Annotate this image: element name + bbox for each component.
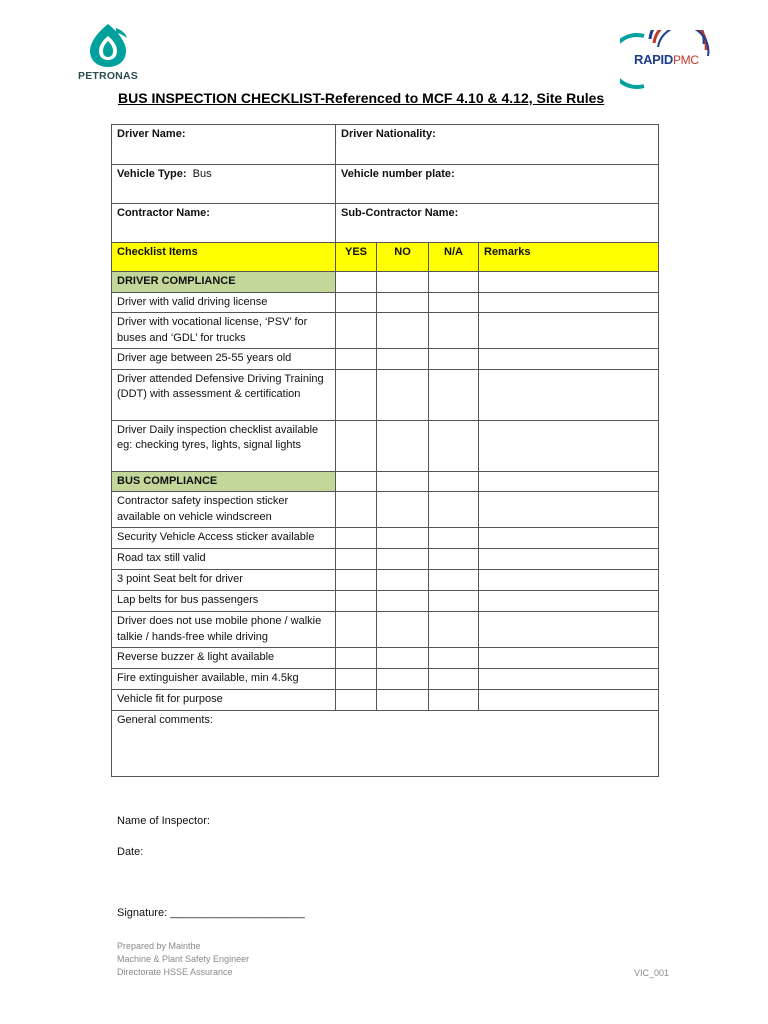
sub-contractor-name-field[interactable]: Sub-Contractor Name: (336, 204, 659, 243)
remarks-cell[interactable] (479, 689, 659, 710)
no-cell[interactable] (377, 668, 429, 689)
checklist-row (112, 668, 659, 689)
checklist-row (112, 549, 659, 570)
checklist-row (112, 591, 659, 612)
driver-items (112, 292, 659, 471)
checklist-row (112, 612, 659, 648)
no-cell[interactable] (377, 492, 429, 528)
inspector-name-label[interactable]: Name of Inspector: (117, 815, 210, 827)
checklist-item-label: Driver age between 25-55 years old (112, 349, 336, 370)
col-yes: YES (336, 243, 377, 272)
checklist-row (112, 570, 659, 591)
remarks-cell[interactable] (479, 591, 659, 612)
checklist-row (112, 689, 659, 710)
na-cell[interactable] (429, 420, 479, 471)
checklist-item-label: Reverse buzzer & light available (112, 648, 336, 669)
header-row-vehicle (112, 165, 659, 204)
contractor-name-field[interactable]: Contractor Name: (112, 204, 336, 243)
vehicle-type-value: Bus (192, 168, 212, 180)
header-row-driver (112, 125, 659, 165)
checklist-row (112, 313, 659, 349)
remarks-cell[interactable] (479, 570, 659, 591)
na-cell[interactable] (429, 612, 479, 648)
remarks-cell[interactable] (479, 648, 659, 669)
footer-line-3: Directorate HSSE Assurance (117, 967, 233, 977)
checklist-item-label: Lap belts for bus passengers (112, 591, 336, 612)
document-reference: VIC_001 (634, 968, 670, 978)
yes-cell[interactable] (336, 612, 377, 648)
col-remarks: Remarks (479, 243, 659, 272)
yes-cell[interactable] (336, 420, 377, 471)
petronas-logo (72, 22, 144, 82)
na-cell[interactable] (429, 528, 479, 549)
checklist-item-label: Driver attended Defensive Driving Training (DDT) with assessment & certification (112, 369, 336, 420)
column-header-row (112, 243, 659, 272)
yes-cell[interactable] (336, 689, 377, 710)
remarks-cell[interactable] (479, 668, 659, 689)
checklist-item-label: Driver Daily inspection checklist available eg: checking tyres, lights, signal lights (112, 420, 336, 471)
vehicle-number-plate-field[interactable]: Vehicle number plate: (336, 165, 659, 204)
no-cell[interactable] (377, 528, 429, 549)
vehicle-type-field[interactable] (112, 165, 336, 204)
footer-prepared-by (117, 940, 249, 979)
section-title-driver: DRIVER COMPLIANCE (112, 272, 336, 293)
na-cell[interactable] (429, 591, 479, 612)
checklist-row (112, 528, 659, 549)
remarks-cell[interactable] (479, 292, 659, 313)
no-cell[interactable] (377, 591, 429, 612)
date-label[interactable]: Date: (117, 846, 144, 858)
no-cell[interactable] (377, 420, 429, 471)
remarks-cell[interactable] (479, 369, 659, 420)
yes-cell[interactable] (336, 591, 377, 612)
no-cell[interactable] (377, 313, 429, 349)
section-title-bus: BUS COMPLIANCE (112, 471, 336, 492)
na-cell[interactable] (429, 369, 479, 420)
signature-line[interactable]: Signature: ______________________ (117, 907, 305, 919)
section-row-bus (112, 471, 659, 492)
petronas-drop-icon (86, 22, 130, 68)
na-cell[interactable] (429, 349, 479, 370)
checklist-row (112, 648, 659, 669)
checklist-row (112, 349, 659, 370)
no-cell[interactable] (377, 612, 429, 648)
petronas-wordmark: PETRONAS (78, 70, 138, 82)
remarks-cell[interactable] (479, 549, 659, 570)
na-cell[interactable] (429, 492, 479, 528)
col-na: N/A (429, 243, 479, 272)
checklist-item-label: Road tax still valid (112, 549, 336, 570)
checklist-row (112, 292, 659, 313)
no-cell[interactable] (377, 689, 429, 710)
checklist-row (112, 492, 659, 528)
no-cell[interactable] (377, 570, 429, 591)
na-cell[interactable] (429, 549, 479, 570)
yes-cell[interactable] (336, 528, 377, 549)
yes-cell[interactable] (336, 369, 377, 420)
remarks-cell[interactable] (479, 612, 659, 648)
footer-line-1: Prepared by Mainthe (117, 941, 201, 951)
footer-line-2: Machine & Plant Safety Engineer (117, 954, 250, 964)
yes-cell[interactable] (336, 313, 377, 349)
yes-cell[interactable] (336, 570, 377, 591)
remarks-cell[interactable] (479, 528, 659, 549)
checklist-item-label: Fire extinguisher available, min 4.5kg (112, 668, 336, 689)
general-comments-field[interactable]: General comments: (112, 710, 659, 776)
yes-cell[interactable] (336, 492, 377, 528)
na-cell[interactable] (429, 292, 479, 313)
checklist-row (112, 369, 659, 420)
na-cell[interactable] (429, 668, 479, 689)
yes-cell[interactable] (336, 349, 377, 370)
na-cell[interactable] (429, 689, 479, 710)
remarks-cell[interactable] (479, 492, 659, 528)
checklist-item-label: 3 point Seat belt for driver (112, 570, 336, 591)
document-title: BUS INSPECTION CHECKLIST-Referenced to MCF 4.10 & 4.12, Site Rules (118, 90, 605, 106)
no-cell[interactable] (377, 549, 429, 570)
yes-cell[interactable] (336, 668, 377, 689)
section-row-driver (112, 272, 659, 293)
checklist-item-label: Security Vehicle Access sticker available (112, 528, 336, 549)
driver-name-field[interactable]: Driver Name: (112, 125, 336, 165)
checklist-item-label: Driver with vocational license, ‘PSV’ for buses and ‘GDL’ for trucks (112, 313, 336, 349)
driver-nationality-field[interactable]: Driver Nationality: (336, 125, 659, 165)
checklist-row (112, 420, 659, 471)
inspection-checklist-table (111, 124, 659, 777)
col-checklist-items: Checklist Items (112, 243, 336, 272)
vehicle-type-label: Vehicle Type: (117, 168, 187, 180)
bus-items (112, 492, 659, 711)
remarks-cell[interactable] (479, 313, 659, 349)
rapid-pmc-wordmark: RAPIDPMC (634, 52, 699, 67)
remarks-cell[interactable] (479, 420, 659, 471)
remarks-cell[interactable] (479, 349, 659, 370)
yes-cell[interactable] (336, 292, 377, 313)
yes-cell[interactable] (336, 648, 377, 669)
checklist-item-label: Driver does not use mobile phone / walkie talkie / hands-free while driving (112, 612, 336, 648)
no-cell[interactable] (377, 648, 429, 669)
no-cell[interactable] (377, 369, 429, 420)
yes-cell[interactable] (336, 549, 377, 570)
checklist-item-label: Contractor safety inspection sticker available on vehicle windscreen (112, 492, 336, 528)
no-cell[interactable] (377, 349, 429, 370)
na-cell[interactable] (429, 570, 479, 591)
rapid-pmc-logo (620, 30, 712, 90)
col-no: NO (377, 243, 429, 272)
checklist-item-label: Vehicle fit for purpose (112, 689, 336, 710)
no-cell[interactable] (377, 292, 429, 313)
na-cell[interactable] (429, 313, 479, 349)
checklist-item-label: Driver with valid driving license (112, 292, 336, 313)
general-comments-row (112, 710, 659, 776)
header-row-contractor (112, 204, 659, 243)
na-cell[interactable] (429, 648, 479, 669)
